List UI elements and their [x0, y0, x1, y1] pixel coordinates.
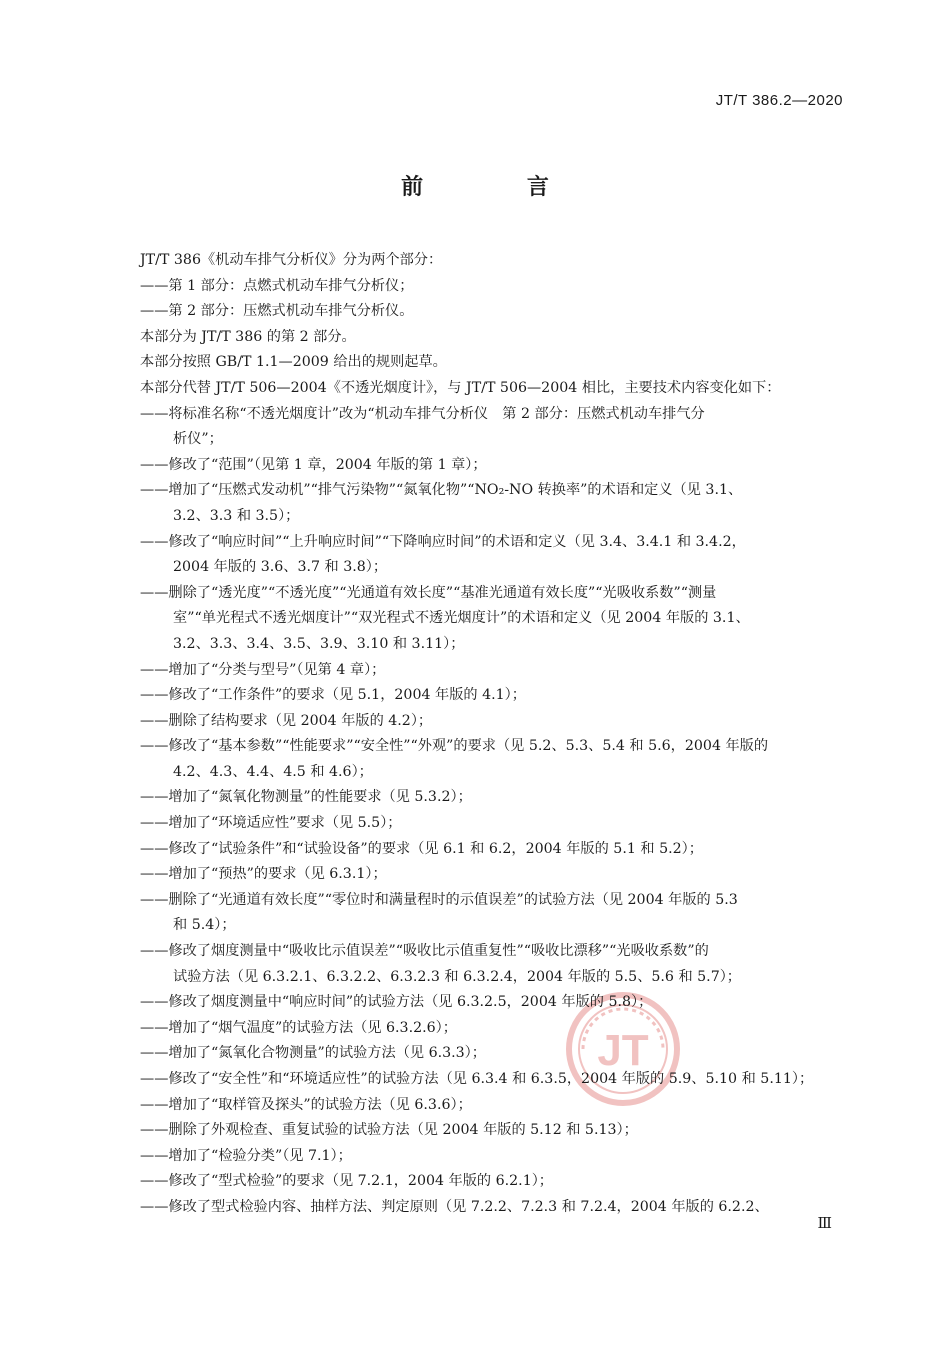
text-line: ——修改了“试验条件”和“试验设备”的要求（见 6.1 和 6.2，2004 年版的 5.1 和 5.2）；	[140, 840, 703, 857]
text-line: ——删除了“透光度”“不透光度”“光通道有效长度”“基准光通道有效长度”“光吸收系数”“测量	[140, 584, 717, 601]
text-line: 2004 年版的 3.6、3.7 和 3.8）；	[173, 559, 388, 576]
text-line: ——修改了“响应时间”“上升响应时间”“下降响应时间”的术语和定义（见 3.4、3.4.1 和 3.4.2，	[140, 533, 746, 550]
page-number: Ⅲ	[817, 1214, 832, 1232]
text-line: ——增加了“压燃式发动机”“排气污染物”“氮氧化物”“NO₂-NO 转换率”的术语和定义（见 3.1、	[140, 482, 743, 499]
text-line: ——增加了“烟气温度”的试验方法（见 6.3.2.6）；	[140, 1019, 457, 1036]
text-line: ——修改了型式检验内容、抽样方法、判定原则（见 7.2.2、7.2.3 和 7.2.4，2004 年版的 6.2.2、	[140, 1198, 769, 1215]
text-line: ——修改了烟度测量中“响应时间”的试验方法（见 6.3.2.5，2004 年版的 5.8）；	[140, 994, 653, 1011]
text-line: 4.2、4.3、4.4、4.5 和 4.6）；	[173, 763, 373, 780]
text-line: 3.2、3.3 和 3.5）；	[173, 507, 300, 524]
svg-text:JT: JT	[597, 1026, 649, 1075]
text-line: 试验方法（见 6.3.2.1、6.3.2.2、6.3.2.3 和 6.3.2.4，2004 年版的 5.5、5.6 和 5.7）；	[173, 968, 741, 985]
text-line: 室”“单光程式不透光烟度计”“双光程式不透光烟度计”的术语和定义（见 2004 年版的 3.1、	[173, 610, 750, 627]
text-line: 本部分按照 GB/T 1.1—2009 给出的规则起草。	[140, 354, 447, 371]
text-line: ——修改了“工作条件”的要求（见 5.1，2004 年版的 4.1）；	[140, 687, 526, 704]
text-line: 本部分为 JT/T 386 的第 2 部分。	[140, 328, 356, 345]
text-line: ——增加了“氮氧化物测量”的性能要求（见 5.3.2）；	[140, 789, 472, 806]
text-line: ——增加了“检验分类”（见 7.1）；	[140, 1147, 352, 1164]
text-line: ——修改了“基本参数”“性能要求”“安全性”“外观”的要求（见 5.2、5.3、5.4 和 5.6，2004 年版的	[140, 738, 769, 755]
preface-body	[140, 248, 845, 1221]
text-line: ——删除了结构要求（见 2004 年版的 4.2）；	[140, 712, 433, 729]
text-line: ——增加了“取样管及探头”的试验方法（见 6.3.6）；	[140, 1096, 472, 1113]
text-line: ——增加了“环境适应性”要求（见 5.5）；	[140, 815, 402, 832]
text-line: 3.2、3.3、3.4、3.5、3.9、3.10 和 3.11）；	[173, 635, 465, 652]
text-line: ——删除了外观检查、重复试验的试验方法（见 2004 年版的 5.12 和 5.13）；	[140, 1122, 638, 1139]
standard-code: JT/T 386.2—2020	[715, 92, 843, 109]
text-line: ——增加了“分类与型号”（见第 4 章）；	[140, 661, 386, 678]
text-line: ——第 1 部分：点燃式机动车排气分析仪；	[140, 277, 414, 294]
text-line: 本部分代替 JT/T 506—2004《不透光烟度计》，与 JT/T 506—2004 相比，主要技术内容变化如下：	[140, 379, 781, 396]
text-line: ——修改了“型式检验”的要求（见 7.2.1，2004 年版的 6.2.1）；	[140, 1173, 553, 1190]
text-line: 和 5.4）；	[173, 917, 236, 934]
text-line: 析仪”；	[173, 431, 223, 448]
text-line: ——增加了“氮氧化合物测量”的试验方法（见 6.3.3）；	[140, 1045, 486, 1062]
text-line: ——将标准名称“不透光烟度计”改为“机动车排气分析仪 第 2 部分：压燃式机动车排气分	[140, 405, 705, 422]
text-line: ——修改了“安全性”和“环境适应性”的试验方法（见 6.3.4 和 6.3.5，2004 年版的 5.9、5.10 和 5.11）；	[140, 1071, 814, 1087]
text-line: ——增加了“预热”的要求（见 6.3.1）；	[140, 866, 387, 883]
page-title: 前 言	[401, 175, 597, 200]
text-line: JT/T 386《机动车排气分析仪》分为两个部分：	[140, 252, 443, 268]
text-line: ——第 2 部分：压燃式机动车排气分析仪。	[140, 303, 414, 320]
text-line: ——修改了烟度测量中“吸收比示值误差”“吸收比示值重复性”“吸收比漂移”“光吸收系数”的	[140, 943, 709, 960]
text-line: ——修改了“范围”（见第 1 章，2004 年版的第 1 章）；	[140, 456, 487, 473]
text-line: ——删除了“光通道有效长度”“零位时和满量程时的示值误差”的试验方法（见 2004 年版的 5.3	[140, 891, 738, 908]
